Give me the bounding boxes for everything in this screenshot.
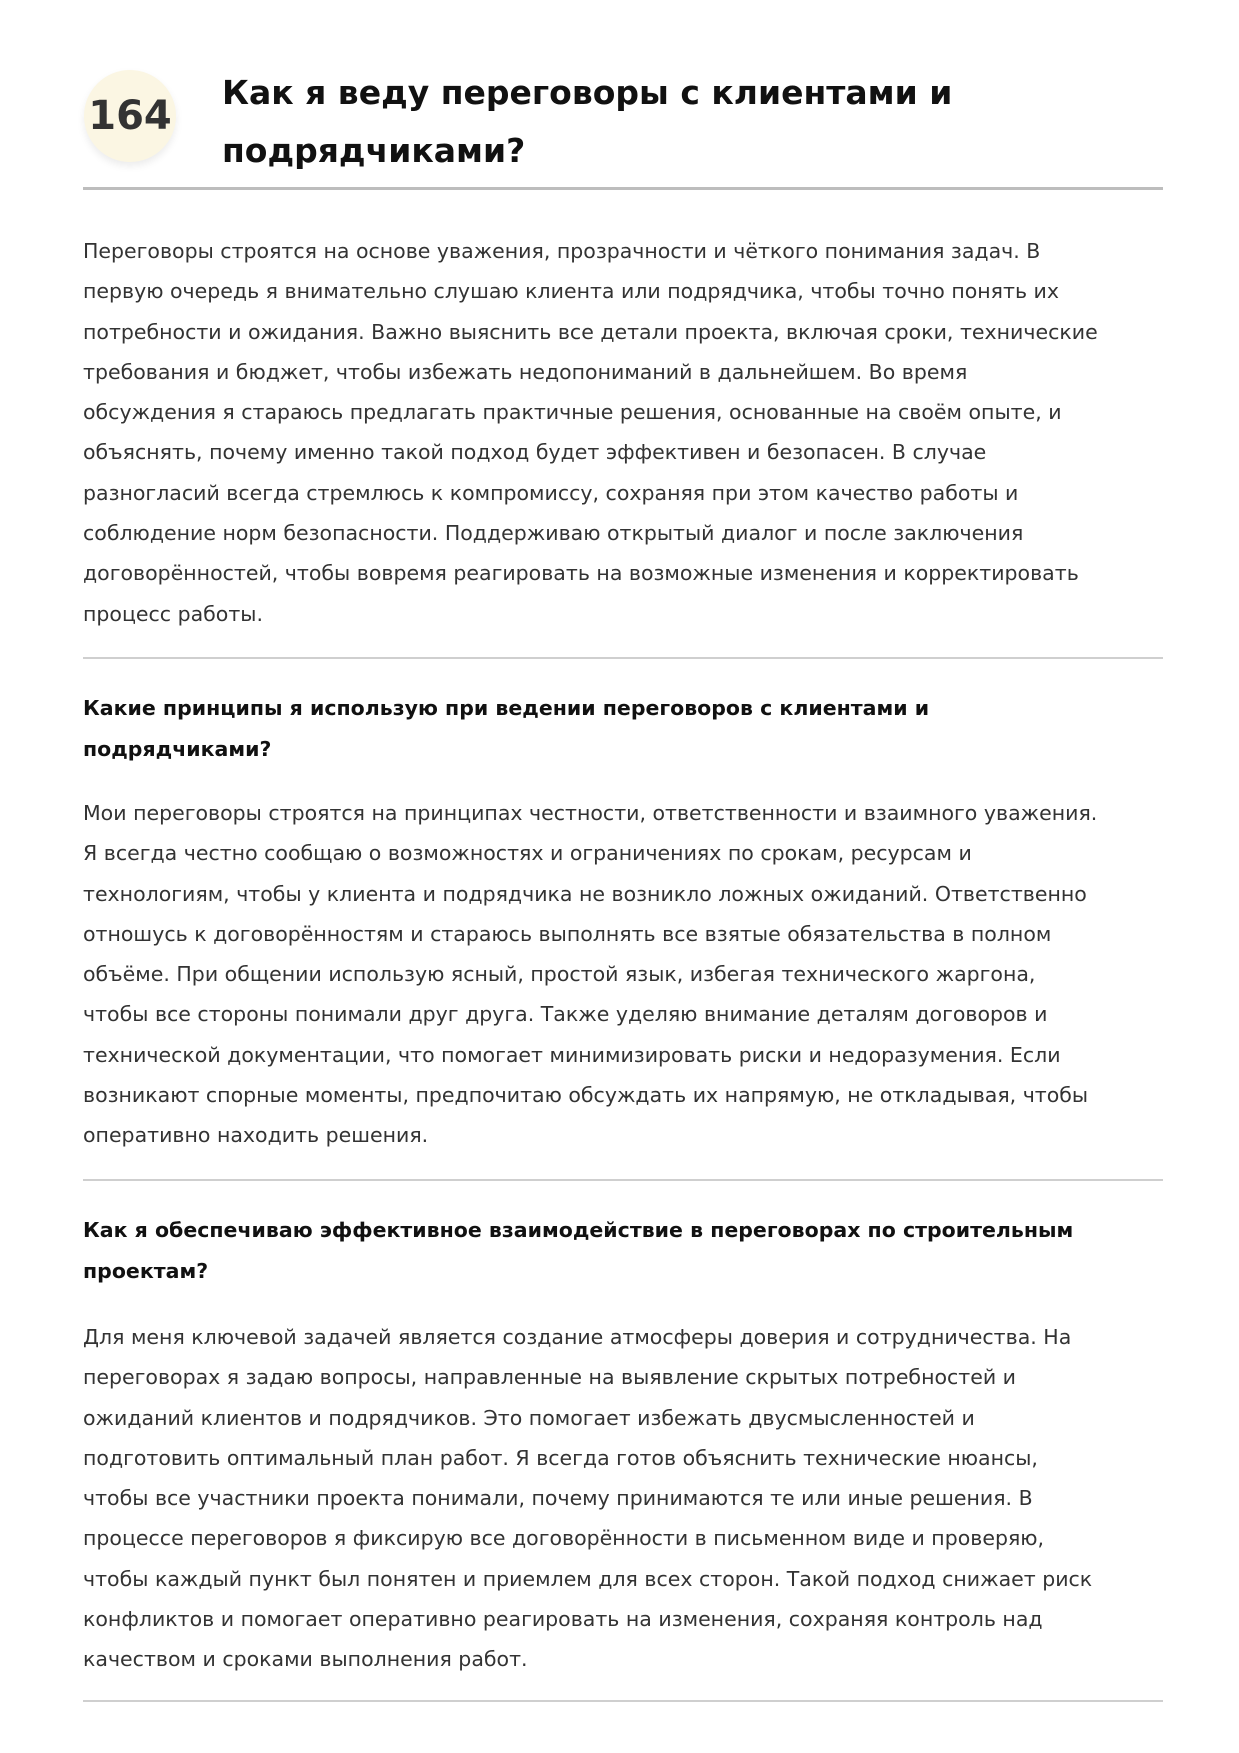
- text-line: объёме. При общении использую ясный, простой язык, избегая технического жаргона,: [83, 962, 1036, 987]
- section-heading: [83, 688, 929, 770]
- text-line: разногласий всегда стремлюсь к компромиссу, сохраняя при этом качество работы и: [83, 480, 1019, 505]
- page-title: [222, 64, 952, 180]
- section-paragraph: [83, 793, 1097, 1156]
- text-line: Переговоры строятся на основе уважения, прозрачности и чёткого понимания задач. В: [83, 239, 1041, 263]
- section-divider: [83, 1700, 1163, 1702]
- text-line: чтобы все стороны понимали друг друга. Также уделяю внимание деталям договоров и: [83, 1002, 1048, 1027]
- text-line: процесс работы.: [83, 601, 263, 626]
- text-line: объяснять, почему именно такой подход будет эффективен и безопасен. В случае: [83, 440, 987, 465]
- text-line: конфликтов и помогает оперативно реагировать на изменения, сохраняя контроль над: [83, 1607, 1043, 1632]
- text-line: обсуждения я стараюсь предлагать практичные решения, основанные на своём опыте, и: [83, 400, 1062, 425]
- text-line: проектам?: [83, 1259, 209, 1283]
- text-line: Как я обеспечиваю эффективное взаимодействие в переговорах по строительным: [83, 1218, 1074, 1242]
- text-line: подрядчиками?: [83, 737, 272, 761]
- text-line: соблюдение норм безопасности. Поддерживаю открытый диалог и после заключения: [83, 521, 1024, 546]
- text-line: чтобы каждый пункт был понятен и приемлем для всех сторон. Такой подход снижает риск: [83, 1566, 1093, 1591]
- intro-paragraph: [83, 231, 1098, 634]
- question-number-badge: [84, 70, 176, 162]
- text-line: оперативно находить решения.: [83, 1123, 429, 1148]
- text-line: Для меня ключевой задачей является создание атмосферы доверия и сотрудничества. На: [83, 1325, 1072, 1349]
- title-line: подрядчиками?: [222, 131, 526, 170]
- text-line: качеством и сроками выполнения работ.: [83, 1647, 528, 1672]
- text-line: Я всегда честно сообщаю о возможностях и ограничениях по срокам, ресурсам и: [83, 841, 972, 866]
- section-divider: [83, 657, 1163, 659]
- text-line: подготовить оптимальный план работ. Я всегда готов объяснить технические нюансы,: [83, 1445, 1038, 1470]
- section-paragraph: [83, 1317, 1092, 1680]
- text-line: технологиям, чтобы у клиента и подрядчика не возникло ложных ожиданий. Ответственно: [83, 881, 1087, 906]
- text-line: технической документации, что помогает минимизировать риски и недоразумения. Если: [83, 1042, 1061, 1067]
- text-line: возникают спорные моменты, предпочитаю обсуждать их напрямую, не откладывая, чтобы: [83, 1083, 1089, 1108]
- title-divider: [83, 187, 1163, 190]
- text-line: договорённостей, чтобы вовремя реагировать на возможные изменения и корректировать: [83, 561, 1079, 586]
- question-number: 164: [88, 93, 172, 139]
- text-line: Мои переговоры строятся на принципах честности, ответственности и взаимного уважения.: [83, 801, 1098, 825]
- section-divider: [83, 1179, 1163, 1181]
- text-line: требования и бюджет, чтобы избежать недопониманий в дальнейшем. Во время: [83, 359, 968, 384]
- text-line: переговорах я задаю вопросы, направленные на выявление скрытых потребностей и: [83, 1365, 1017, 1390]
- text-line: ожиданий клиентов и подрядчиков. Это помогает избежать двусмысленностей и: [83, 1405, 975, 1430]
- text-line: Какие принципы я использую при ведении переговоров с клиентами и: [83, 696, 930, 720]
- text-line: потребности и ожидания. Важно выяснить все детали проекта, включая сроки, технические: [83, 319, 1098, 344]
- text-line: первую очередь я внимательно слушаю клиента или подрядчика, чтобы точно понять их: [83, 279, 1059, 304]
- text-line: процессе переговоров я фиксирую все договорённости в письменном виде и проверяю,: [83, 1526, 1045, 1551]
- title-line: Как я веду переговоры с клиентами и: [222, 73, 953, 112]
- section-heading: [83, 1210, 1073, 1292]
- text-line: чтобы все участники проекта понимали, почему принимаются те или иные решения. В: [83, 1486, 1033, 1511]
- text-line: отношусь к договорённостям и стараюсь выполнять все взятые обязательства в полном: [83, 921, 1052, 946]
